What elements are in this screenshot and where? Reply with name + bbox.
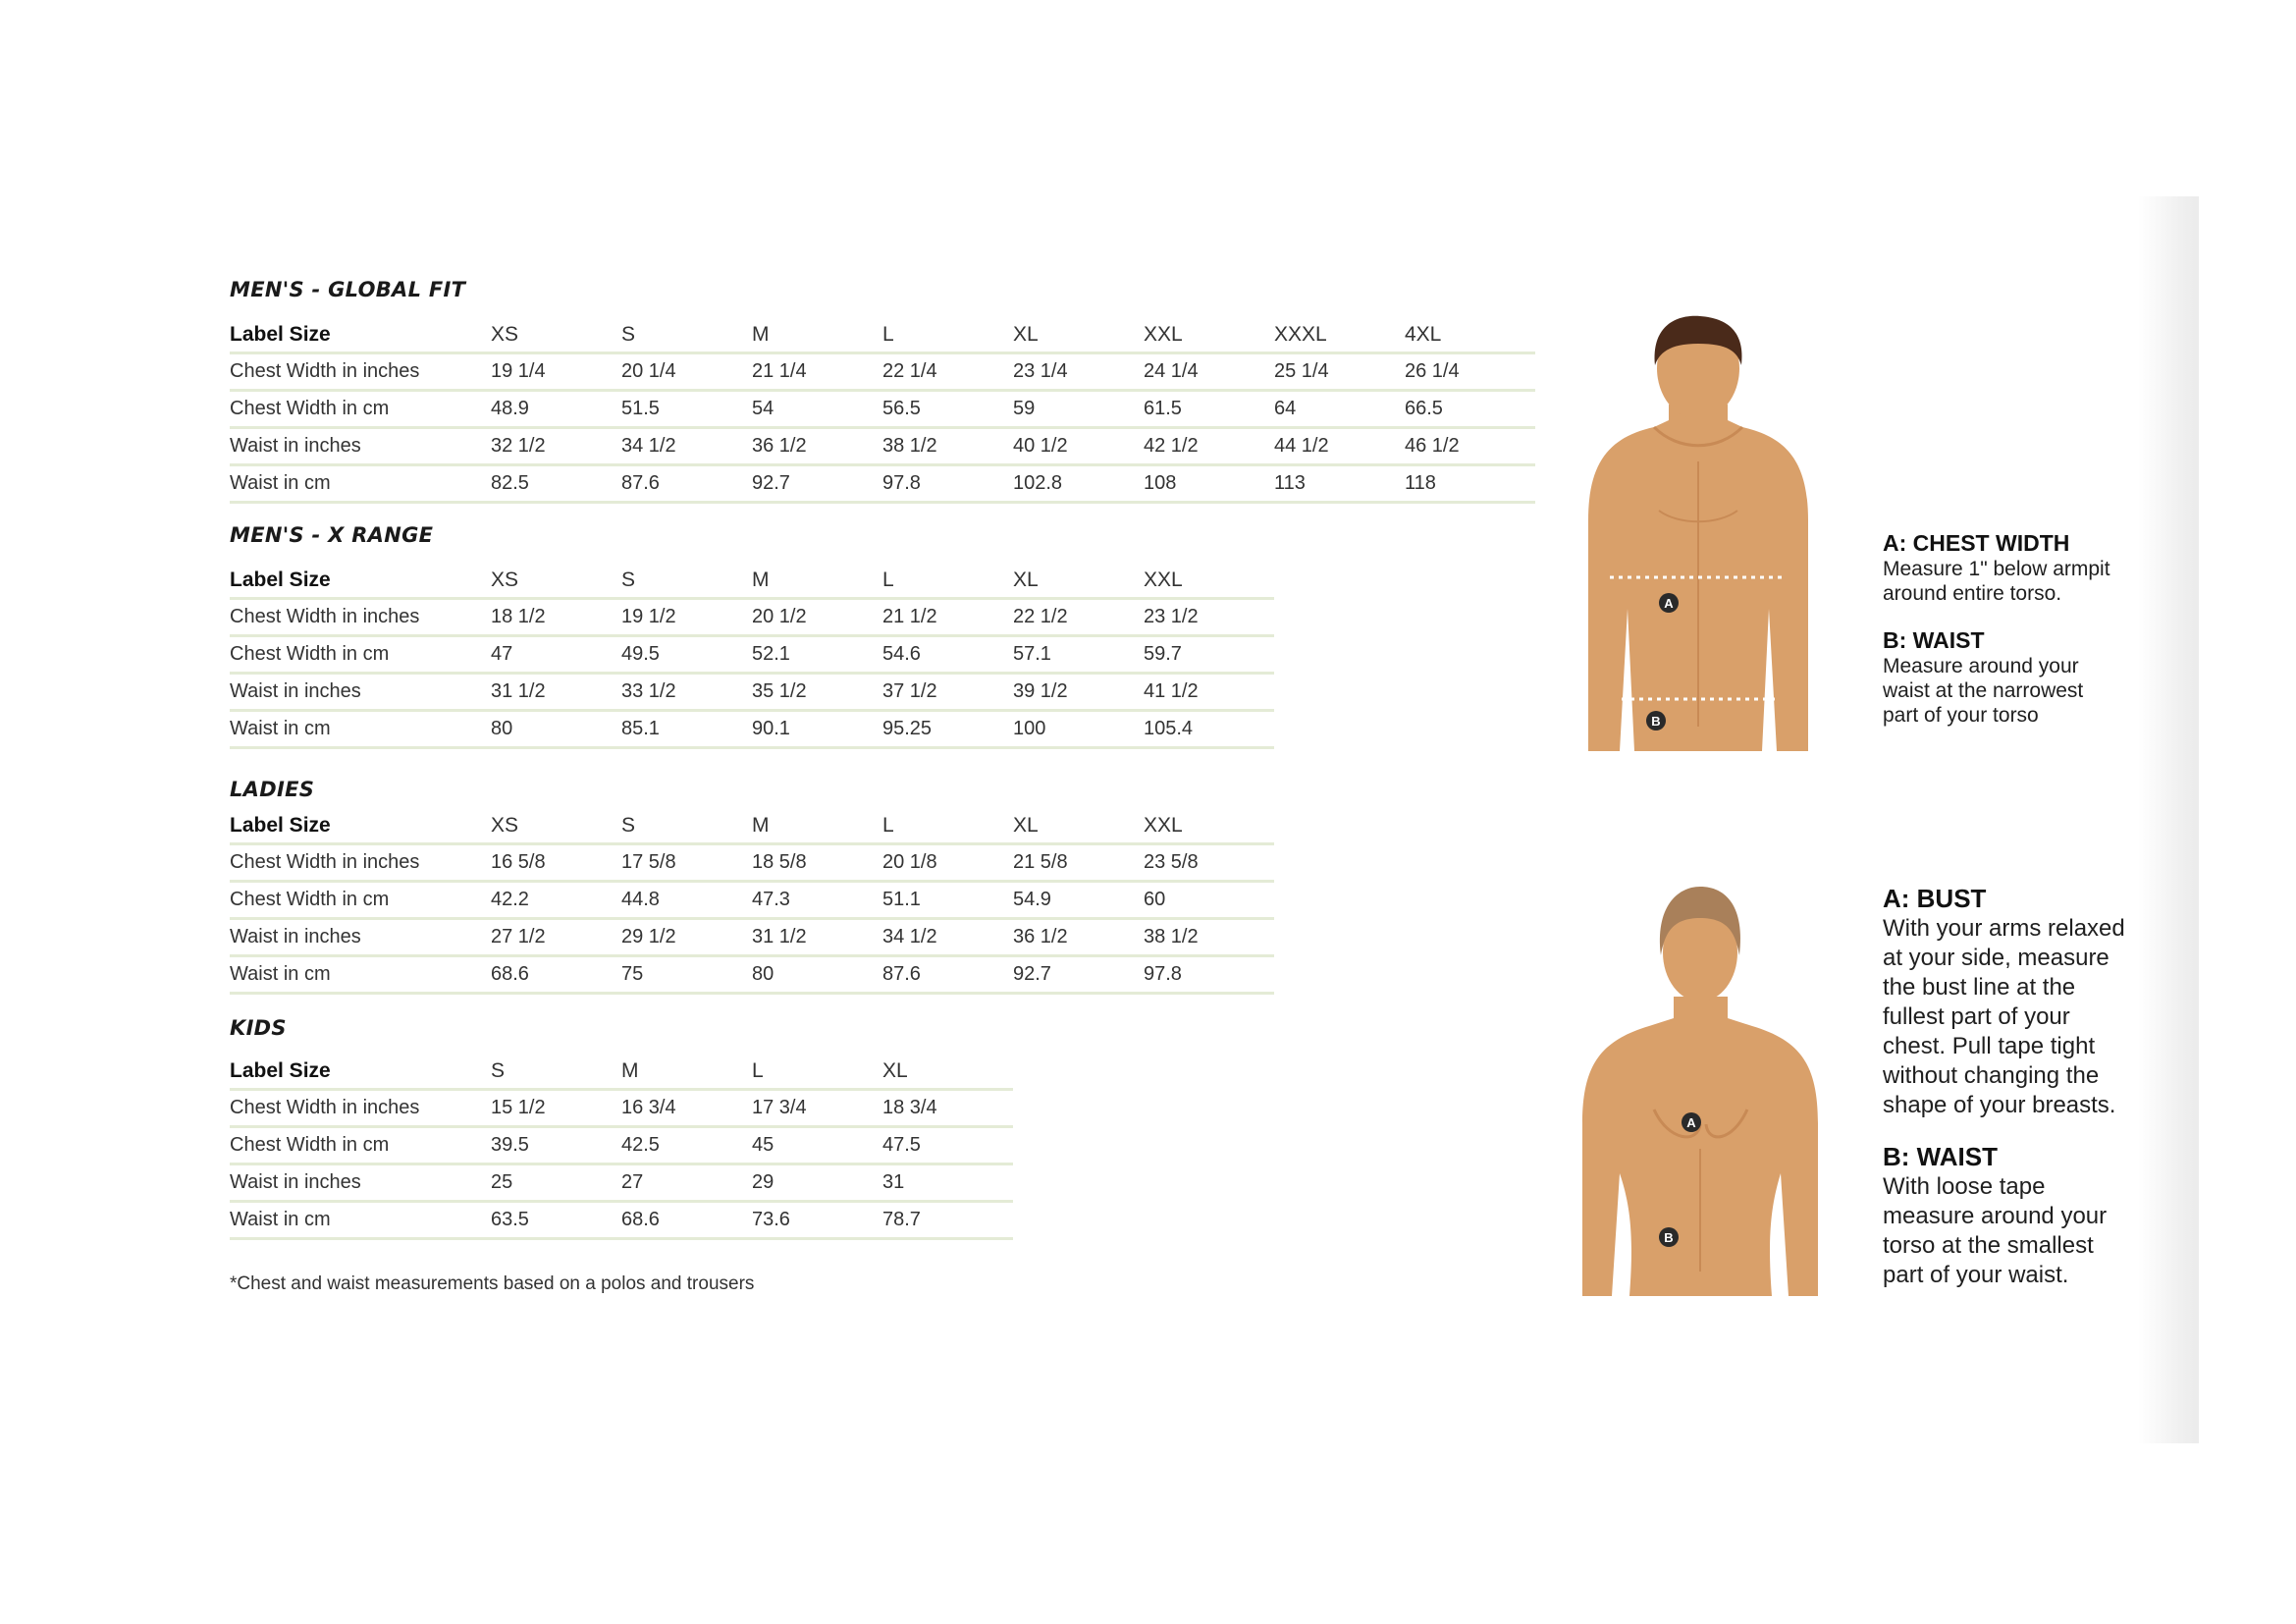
- row-label: Chest Width in inches: [230, 844, 491, 882]
- men-measure-guide: [1883, 530, 2177, 749]
- table-cell: 34 1/2: [621, 428, 752, 465]
- women-waist-line: With loose tape: [1883, 1173, 2046, 1200]
- table-cell: 16 3/4: [621, 1090, 752, 1127]
- table-cell: 47.5: [882, 1127, 1013, 1164]
- footnote: *Chest and waist measurements based on a polos and trousers: [230, 1273, 755, 1294]
- row-label: Label Size: [230, 1054, 491, 1090]
- table-cell: L: [882, 808, 1013, 844]
- table-cell: 97.8: [1144, 956, 1274, 994]
- table-cell: XS: [491, 317, 621, 353]
- row-label: Label Size: [230, 317, 491, 353]
- row-label: Chest Width in cm: [230, 1127, 491, 1164]
- table-cell: 52.1: [752, 636, 882, 674]
- table-cell: 54: [752, 391, 882, 428]
- table-cell: 17 5/8: [621, 844, 752, 882]
- table-cell: 40 1/2: [1013, 428, 1144, 465]
- table-cell: L: [882, 317, 1013, 353]
- table-cell: 48.9: [491, 391, 621, 428]
- table-cell: 59.7: [1144, 636, 1274, 674]
- table-cell: 35 1/2: [752, 674, 882, 711]
- table-cell: 18 1/2: [491, 599, 621, 636]
- table-cell: 29: [752, 1164, 882, 1202]
- section-title-kids: KIDS: [230, 1016, 287, 1040]
- table-cell: 31: [882, 1164, 1013, 1202]
- table-cell: 97.8: [882, 465, 1013, 503]
- table-cell: 54.9: [1013, 882, 1144, 919]
- bust-line: chest. Pull tape tight: [1883, 1033, 2096, 1059]
- table-cell: 59: [1013, 391, 1144, 428]
- table-cell: 108: [1144, 465, 1274, 503]
- size-table-kids: [230, 1054, 1013, 1240]
- table-cell: L: [752, 1054, 882, 1090]
- table-cell: 61.5: [1144, 391, 1274, 428]
- row-label: Label Size: [230, 808, 491, 844]
- table-cell: 42.5: [621, 1127, 752, 1164]
- bust-line: at your side, measure: [1883, 945, 2109, 971]
- row-label: Waist in cm: [230, 1202, 491, 1239]
- table-row: [230, 599, 1274, 636]
- women-waist-line: measure around your: [1883, 1203, 2108, 1229]
- table-cell: 60: [1144, 882, 1274, 919]
- section-title-ladies: LADIES: [230, 778, 315, 801]
- table-cell: 23 1/4: [1013, 353, 1144, 391]
- table-cell: 19 1/2: [621, 599, 752, 636]
- svg-text:A: A: [1686, 1115, 1696, 1130]
- table-cell: 29 1/2: [621, 919, 752, 956]
- table-cell: 75: [621, 956, 752, 994]
- table-cell: 4XL: [1405, 317, 1535, 353]
- size-table-mens-global-fit: [230, 317, 1535, 504]
- table-cell: 32 1/2: [491, 428, 621, 465]
- table-cell: 73.6: [752, 1202, 882, 1239]
- table-cell: 16 5/8: [491, 844, 621, 882]
- table-cell: 49.5: [621, 636, 752, 674]
- table-cell: XS: [491, 808, 621, 844]
- table-cell: 78.7: [882, 1202, 1013, 1239]
- table-cell: XXXL: [1274, 317, 1405, 353]
- table-row: [230, 465, 1535, 503]
- table-cell: 87.6: [621, 465, 752, 503]
- chest-width-text-1: Measure 1" below armpit: [1883, 558, 2110, 580]
- table-cell: 57.1: [1013, 636, 1144, 674]
- table-cell: 68.6: [491, 956, 621, 994]
- table-cell: M: [752, 317, 882, 353]
- table-cell: 36 1/2: [1013, 919, 1144, 956]
- table-cell: 54.6: [882, 636, 1013, 674]
- table-cell: 22 1/4: [882, 353, 1013, 391]
- table-row: [230, 1090, 1013, 1127]
- table-cell: 51.5: [621, 391, 752, 428]
- women-waist-line: torso at the smallest: [1883, 1232, 2094, 1259]
- table-cell: XL: [1013, 563, 1144, 599]
- table-cell: 38 1/2: [882, 428, 1013, 465]
- row-label: Waist in inches: [230, 674, 491, 711]
- chest-width-title: A: CHEST WIDTH: [1883, 530, 2070, 556]
- table-cell: 25 1/4: [1274, 353, 1405, 391]
- table-cell: 23 1/2: [1144, 599, 1274, 636]
- row-label: Waist in inches: [230, 1164, 491, 1202]
- row-label: Chest Width in cm: [230, 391, 491, 428]
- bust-line: With your arms relaxed: [1883, 915, 2125, 942]
- women-torso-illustration: [1571, 879, 1826, 1296]
- table-cell: 23 5/8: [1144, 844, 1274, 882]
- table-cell: 18 3/4: [882, 1090, 1013, 1127]
- table-cell: XXL: [1144, 808, 1274, 844]
- svg-text:B: B: [1664, 1230, 1674, 1245]
- men-waist-text-3: part of your torso: [1883, 704, 2039, 727]
- table-cell: 47: [491, 636, 621, 674]
- row-label: Waist in inches: [230, 919, 491, 956]
- table-cell: 20 1/4: [621, 353, 752, 391]
- table-cell: 56.5: [882, 391, 1013, 428]
- table-cell: 34 1/2: [882, 919, 1013, 956]
- table-cell: 17 3/4: [752, 1090, 882, 1127]
- table-cell: 39 1/2: [1013, 674, 1144, 711]
- men-waist-text-2: waist at the narrowest: [1883, 679, 2084, 702]
- row-label: Label Size: [230, 563, 491, 599]
- size-table-ladies: [230, 808, 1274, 995]
- table-cell: 21 1/4: [752, 353, 882, 391]
- table-cell: 95.25: [882, 711, 1013, 748]
- bust-line: the bust line at the: [1883, 974, 2076, 1001]
- table-cell: 18 5/8: [752, 844, 882, 882]
- table-row: [230, 882, 1274, 919]
- table-cell: 105.4: [1144, 711, 1274, 748]
- table-row: [230, 674, 1274, 711]
- table-cell: 85.1: [621, 711, 752, 748]
- table-cell: 80: [752, 956, 882, 994]
- table-cell: 15 1/2: [491, 1090, 621, 1127]
- table-cell: XL: [1013, 317, 1144, 353]
- table-cell: 24 1/4: [1144, 353, 1274, 391]
- table-cell: 44.8: [621, 882, 752, 919]
- table-row: [230, 636, 1274, 674]
- men-waist-text-1: Measure around your: [1883, 655, 2079, 677]
- table-header-row: [230, 563, 1274, 599]
- table-cell: 39.5: [491, 1127, 621, 1164]
- table-cell: S: [491, 1054, 621, 1090]
- table-cell: 21 5/8: [1013, 844, 1144, 882]
- table-cell: 21 1/2: [882, 599, 1013, 636]
- table-cell: 113: [1274, 465, 1405, 503]
- table-cell: XS: [491, 563, 621, 599]
- table-cell: 100: [1013, 711, 1144, 748]
- table-row: [230, 844, 1274, 882]
- table-cell: 33 1/2: [621, 674, 752, 711]
- table-cell: L: [882, 563, 1013, 599]
- table-cell: 63.5: [491, 1202, 621, 1239]
- table-cell: 19 1/4: [491, 353, 621, 391]
- table-cell: M: [752, 808, 882, 844]
- table-cell: 47.3: [752, 882, 882, 919]
- row-label: Waist in cm: [230, 956, 491, 994]
- table-cell: 44 1/2: [1274, 428, 1405, 465]
- table-cell: 80: [491, 711, 621, 748]
- table-cell: 36 1/2: [752, 428, 882, 465]
- table-row: [230, 353, 1535, 391]
- table-cell: 42.2: [491, 882, 621, 919]
- table-cell: 38 1/2: [1144, 919, 1274, 956]
- table-cell: S: [621, 317, 752, 353]
- table-header-row: [230, 1054, 1013, 1090]
- table-header-row: [230, 808, 1274, 844]
- section-title-mens-global-fit: MEN'S - GLOBAL FIT: [230, 278, 466, 301]
- table-cell: 46 1/2: [1405, 428, 1535, 465]
- table-row: [230, 428, 1535, 465]
- table-cell: XXL: [1144, 563, 1274, 599]
- chest-width-text-2: around entire torso.: [1883, 582, 2062, 605]
- table-cell: 82.5: [491, 465, 621, 503]
- table-row: [230, 1127, 1013, 1164]
- svg-text:B: B: [1651, 714, 1661, 729]
- table-cell: 51.1: [882, 882, 1013, 919]
- row-label: Waist in cm: [230, 465, 491, 503]
- table-cell: 22 1/2: [1013, 599, 1144, 636]
- row-label: Waist in cm: [230, 711, 491, 748]
- table-cell: 118: [1405, 465, 1535, 503]
- row-label: Waist in inches: [230, 428, 491, 465]
- table-header-row: [230, 317, 1535, 353]
- bust-title: A: BUST: [1883, 884, 1987, 913]
- table-cell: M: [752, 563, 882, 599]
- row-label: Chest Width in inches: [230, 1090, 491, 1127]
- table-cell: 20 1/8: [882, 844, 1013, 882]
- table-row: [230, 1202, 1013, 1239]
- page-edge-shadow: [2138, 196, 2199, 1443]
- women-waist-title: B: WAIST: [1883, 1142, 1998, 1171]
- table-cell: XL: [882, 1054, 1013, 1090]
- table-cell: 26 1/4: [1405, 353, 1535, 391]
- bust-line: shape of your breasts.: [1883, 1092, 2116, 1118]
- women-measure-guide: [1883, 884, 2177, 1312]
- table-cell: 90.1: [752, 711, 882, 748]
- table-cell: 27: [621, 1164, 752, 1202]
- row-label: Chest Width in cm: [230, 882, 491, 919]
- bust-line: without changing the: [1883, 1062, 2100, 1089]
- table-cell: 92.7: [1013, 956, 1144, 994]
- svg-text:A: A: [1664, 596, 1674, 611]
- men-torso-illustration: [1561, 314, 1836, 751]
- row-label: Chest Width in inches: [230, 353, 491, 391]
- table-cell: S: [621, 808, 752, 844]
- table-cell: M: [621, 1054, 752, 1090]
- table-row: [230, 956, 1274, 994]
- table-cell: 102.8: [1013, 465, 1144, 503]
- bust-line: fullest part of your: [1883, 1003, 2070, 1030]
- table-cell: 20 1/2: [752, 599, 882, 636]
- table-cell: 31 1/2: [491, 674, 621, 711]
- women-waist-line: part of your waist.: [1883, 1262, 2069, 1288]
- table-cell: XL: [1013, 808, 1144, 844]
- row-label: Chest Width in inches: [230, 599, 491, 636]
- table-cell: 37 1/2: [882, 674, 1013, 711]
- table-cell: 45: [752, 1127, 882, 1164]
- table-row: [230, 1164, 1013, 1202]
- table-cell: 64: [1274, 391, 1405, 428]
- section-title-mens-x-range: MEN'S - X RANGE: [230, 523, 434, 547]
- table-row: [230, 711, 1274, 748]
- table-cell: 41 1/2: [1144, 674, 1274, 711]
- table-row: [230, 391, 1535, 428]
- table-row: [230, 919, 1274, 956]
- table-cell: 87.6: [882, 956, 1013, 994]
- table-cell: S: [621, 563, 752, 599]
- table-cell: 25: [491, 1164, 621, 1202]
- table-cell: 66.5: [1405, 391, 1535, 428]
- row-label: Chest Width in cm: [230, 636, 491, 674]
- men-waist-title: B: WAIST: [1883, 627, 1985, 653]
- table-cell: XXL: [1144, 317, 1274, 353]
- table-cell: 42 1/2: [1144, 428, 1274, 465]
- table-cell: 92.7: [752, 465, 882, 503]
- table-cell: 27 1/2: [491, 919, 621, 956]
- size-table-mens-x-range: [230, 563, 1274, 749]
- table-cell: 31 1/2: [752, 919, 882, 956]
- table-cell: 68.6: [621, 1202, 752, 1239]
